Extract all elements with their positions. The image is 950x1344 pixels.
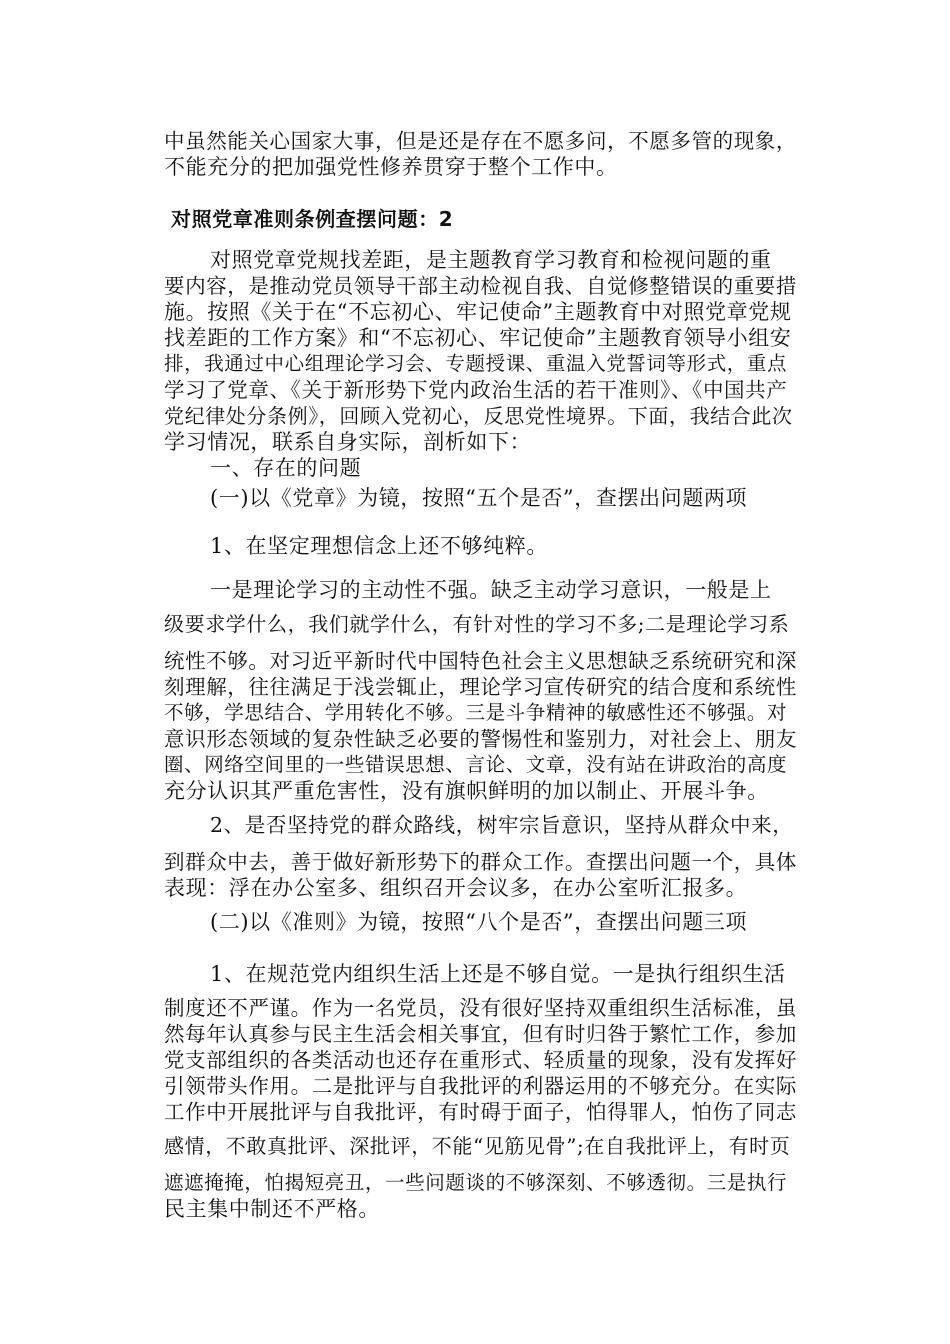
body-text-line: 遮遮掩掩，怕揭短亮丑，一些问题谈的不够深刻、不够透彻。三是执行 <box>164 1171 788 1194</box>
body-text-line: 统性不够。对习近平新时代中国特色社会主义思想缺乏系统研究和深 <box>164 649 797 673</box>
body-text-line: 意识形态领域的复杂性缺乏必要的警惕性和鉴别力，对社会上、朋友 <box>164 727 797 751</box>
subheading-part-one: (一)以《党章》为镜，按照“五个是否”，查摆出问题两项 <box>210 486 748 510</box>
paragraph-first-line: 1、在规范党内组织生活上还是不够自觉。一是执行组织生活 <box>210 962 786 986</box>
body-text-line: 中虽然能关心国家大事，但是还是存在不愿多问，不愿多管的现象， <box>164 129 797 153</box>
body-text-line: 制度还不严谨。作为一名党员，没有很好坚持双重组织生活标准，虽 <box>164 996 797 1020</box>
body-text-line: 到群众中去，善于做好新形势下的群众工作。查摆出问题一个，具体 <box>164 850 797 874</box>
body-text-line: 学习了党章、《关于新形势下党内政治生活的若干准则》、《中国共产 <box>164 378 788 402</box>
body-text-line: 学习情况，联系自身实际，剖析如下： <box>164 430 532 454</box>
body-text-line: 不够，学思结合、学用转化不够。三是斗争精神的敏感性还不够强。对 <box>164 701 788 724</box>
body-text-line: 民主集中制还不严格。 <box>164 1197 380 1221</box>
section-heading: 对照党章准则条例查摆问题：2 <box>171 207 454 231</box>
body-text-line: 排，我通过中心组理论学习会、专题授课、重温入党誓词等形式，重点 <box>164 352 788 375</box>
body-text-line: 级要求学什么，我们就学什么，有针对性的学习不多;二是理论学习系 <box>164 612 790 636</box>
body-text-line: 充分认识其严重危害性，没有旗帜鲜明的加以制止、开展斗争。 <box>164 779 769 803</box>
subheading-problems: 一、存在的问题 <box>210 456 362 480</box>
body-text-line: 施。按照《关于在“不忘初心、牢记使命”主题教育中对照党章党规 <box>164 300 792 324</box>
body-text-line: 工作中开展批评与自我批评，有时碍于面子，怕得罪人，怕伤了同志 <box>164 1100 797 1124</box>
body-text-line: 表现：浮在办公室多、组织召开会议多，在办公室听汇报多。 <box>164 876 748 900</box>
body-text-line: 不能充分的把加强党性修养贯穿于整个工作中。 <box>164 155 618 179</box>
paragraph-first-line: 一是理论学习的主动性不强。缺乏主动学习意识，一般是上 <box>210 578 772 602</box>
body-text-line: 党支部组织的各类活动也还存在重形式、轻质量的现象，没有发挥好 <box>164 1048 797 1072</box>
paragraph-first-line: 2、是否坚持党的群众路线，树牢宗旨意识，坚持从群众中来， <box>210 813 794 837</box>
body-text-line: 感情，不敢真批评、深批评，不能“见筋见骨”;在自我批评上，有时页 <box>164 1134 791 1158</box>
body-text-line: 党纪律处分条例》，回顾入党初心，反思党性境界。下面，我结合此次 <box>164 404 793 428</box>
body-text-line: 找差距的工作方案》和“不忘初心、牢记使命”主题教育领导小组安 <box>164 326 792 350</box>
body-text-line: 刻理解，往往满足于浅尝辄止，理论学习宣传研究的结合度和系统性 <box>164 675 797 699</box>
item-heading: 1、在坚定理想信念上还不够纯粹。 <box>210 534 548 558</box>
body-text-line: 圈、网络空间里的一些错误思想、言论、文章，没有站在讲政治的高度 <box>164 753 788 776</box>
body-text-line: 然每年认真参与民主生活会相关事宜，但有时归咎于繁忙工作，参加 <box>164 1022 797 1046</box>
body-text-line: 引领带头作用。二是批评与自我批评的利器运用的不够充分。在实际 <box>164 1074 797 1098</box>
subheading-part-two: (二)以《准则》为镜，按照“八个是否”，查摆出问题三项 <box>210 910 748 934</box>
paragraph-first-line: 对照党章党规找差距，是主题教育学习教育和检视问题的重 <box>210 248 772 272</box>
body-text-line: 要内容，是推动党员领导干部主动检视自我、自觉修整错误的重要措 <box>164 274 797 298</box>
